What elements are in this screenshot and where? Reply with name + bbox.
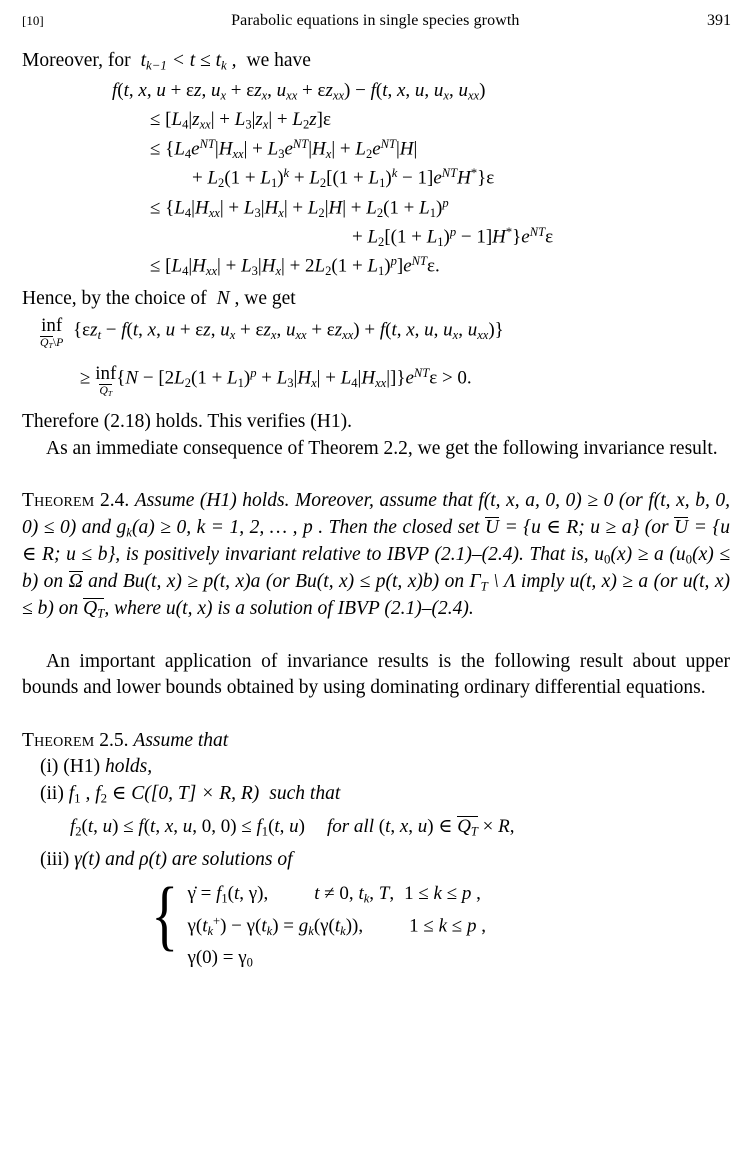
theorem-2-5-intro: Assume that bbox=[133, 729, 229, 751]
equation-line-4a: ≤ {$L4|H_{xx}| + L3|H_x| + L2|H| + L2(1 + L1)^p$ bbox=[150, 195, 449, 220]
consequence-paragraph: As an immediate consequence of Theorem 2.2, we get the following invariance result. bbox=[46, 437, 718, 459]
therefore-line: Therefore (2.18) holds. This verifies (H1). bbox=[22, 411, 352, 433]
theorem-2-4-number: 2.4. bbox=[99, 490, 130, 512]
folio-marker: [10] bbox=[22, 13, 44, 28]
body-column bbox=[22, 48, 730, 971]
equation-line-3b: + $L2(1 + L1)^k + L2[(1 + L1)^k - 1]e^{NT}H^*\}\varepsilon$ bbox=[192, 166, 495, 191]
display-equation-block-2 bbox=[22, 316, 730, 398]
theorem-2-4-text: Assume (H1) holds. Moreover, assume that f(t, x, a, 0, 0) ≥ 0 (or f(t, x, b, 0, 0) ≤ 0) and $g_k(a) \ge 0$, k = 1, 2, … , p . Then the closed set U = {u ∈ R; u ≥ a} (or U = {u ∈ R; u ≤ b}, is positively invariant relative to IBVP (2.1)–(2.4). That is, u0(x) ≥ a (u0(x) ≤ b) on Ω and Bu(t, x) ≥ p(t, x)a (or Bu(t, x) ≤ p(t, x)b) on $\Gamma_T$ \ Λ imply u(t, x) ≥ a (or u(t, x) ≤ b) on $Q_T$, where u(t, x) is a solution of IBVP (2.1)–(2.4). bbox=[22, 490, 731, 621]
theorem-2-5-label: Theorem bbox=[22, 729, 95, 751]
running-title: Parabolic equations in single species growth bbox=[231, 12, 520, 29]
theorem-2-5-number: 2.5. bbox=[99, 729, 129, 751]
equation-line-8: f2(t, u) ≤ f(t, x, u, 0, 0) ≤ f1(t, u) for all (t, x, u) ∈ $Q_T \times R$, bbox=[70, 815, 515, 839]
inf-operator-2: inf $Q_T$ bbox=[95, 363, 117, 399]
lead-in-math: $t_{k-1} < t \le t_k$ , bbox=[140, 50, 237, 73]
system-line-2: $\gamma(t_k^+) - \gamma(t_k) = g_k(\gamma(t_k))$, 1 ≤ k ≤ p , bbox=[187, 913, 486, 938]
application-paragraph: An important application of invariance results is the following result about upper bounds and lower bounds obtained by using dominating ordinary differential equations. bbox=[22, 650, 730, 699]
lead-in-text: Moreover, for bbox=[22, 50, 131, 71]
theorem-2-5-item-i: (i) (H1) holds, bbox=[40, 756, 153, 778]
equation-line-3a: ≤ {$L4e^{NT}|H_{xx}| + L3e^{NT}|H_x| + L2e^{NT}|H|$ bbox=[150, 136, 418, 161]
theorem-2-5-item-ii: (ii) f1 , f2 ∈ C([0, T] × R, R) such that bbox=[40, 782, 341, 806]
ode-system bbox=[22, 871, 730, 971]
theorem-2-5 bbox=[22, 728, 730, 755]
theorem-2-5-item-iii: (iii) γ(t) and ρ(t) are solutions of bbox=[40, 848, 293, 870]
lead-in-tail: we have bbox=[246, 50, 311, 71]
left-brace-glyph: { bbox=[151, 871, 179, 959]
equation-line-2: ≤ $[L4|z_{xx}| + L3|z_x| + L2z]\varepsilon$ bbox=[150, 108, 331, 132]
equation-line-4b: + $L2[(1 + L1)^p - 1]H^*\}e^{NT}\varepsilon$ bbox=[352, 225, 554, 250]
equation-line-1: f(t, x, u + εz, $u_x + \varepsilon z_x$, $u_{xx} + \varepsilon z_{xx}) - f(t$, x, u, $u_x$, $u_{xx}$) bbox=[112, 80, 486, 103]
equation-line-7: ≥ inf $Q_T$ $\{N - [2L2(1 + L1)^p + L3|H_x| + L4|H_{xx}|]\}e^{NT}\varepsilon > 0$. bbox=[80, 363, 472, 399]
equation-line-5: ≤ $[L4|H_{xx}| + L3|H_x| + 2L2(1 + L1)^p]e^{NT}\varepsilon$. bbox=[150, 254, 440, 279]
display-equation-block-1 bbox=[22, 77, 730, 282]
system-line-3: γ(0) = γ0 bbox=[187, 946, 253, 969]
theorem-2-4 bbox=[22, 488, 730, 622]
system-line-1: γ̇ = f1(t, γ), t ≠ 0, $t_k$, T, 1 ≤ k ≤ p , bbox=[187, 883, 481, 906]
page-number: 391 bbox=[706, 12, 731, 29]
equation-line-6: inf $Q_T\backslash P$ {$\varepsilon z_t - f(t$, x, u + εz, $u_x + \varepsilon z_x$, $u_{xx} + \varepsilon z_{xx}) + f(t$, x, u, $u_x$, $u_{xx}$)} bbox=[40, 315, 504, 351]
theorem-2-4-label: Theorem bbox=[22, 490, 95, 512]
lead-in-line bbox=[22, 48, 730, 75]
hence-line: Hence, by the choice of N , we get bbox=[22, 287, 296, 309]
inf-operator-1: inf $Q_T\backslash P$ bbox=[40, 315, 64, 351]
running-head bbox=[22, 12, 731, 34]
